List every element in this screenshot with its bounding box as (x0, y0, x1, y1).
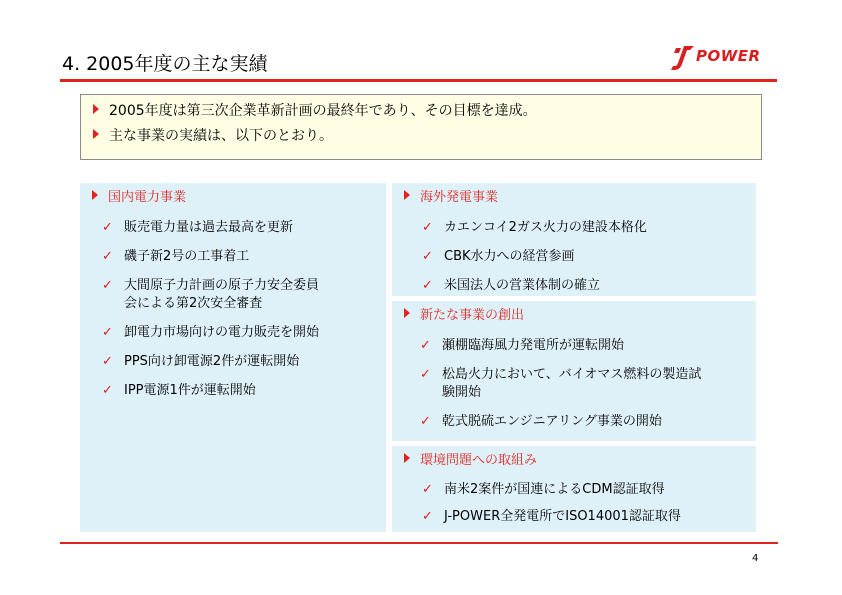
check-icon: ✓ (102, 249, 113, 264)
summary-item: 主な事業の実績は、以下のとおり。 (93, 126, 333, 146)
environment-heading: 環境問題への取組み (404, 452, 537, 470)
triangle-bullet-icon (93, 104, 99, 114)
check-icon: ✓ (422, 220, 433, 235)
triangle-bullet-icon (93, 129, 99, 139)
triangle-bullet-icon (404, 453, 410, 463)
overseas-heading: 海外発電事業 (404, 189, 498, 207)
page-number: 4 (752, 553, 759, 564)
domestic-panel: 国内電力事業 ✓ 販売電力量は過去最高を更新 ✓ 磯子新2号の工事着工 ✓ 大間原子力計画の原子力安全委員 会による第2次安全審査 ✓ 卸電力市場向けの電力販売を開始 ✓ PPS向け卸電源2件が運転開始 ✓ IPP電源1件が運転開始 (80, 183, 386, 532)
title-underline (60, 79, 777, 82)
summary-item: 2005年度は第三次企業革新計画の最終年であり、その目標を達成。 (93, 101, 537, 121)
j-logo-icon (670, 44, 696, 72)
check-icon: ✓ (420, 414, 431, 429)
check-icon: ✓ (420, 367, 431, 382)
check-icon: ✓ (422, 249, 433, 264)
slide-title: 4. 2005年度の主な実績 (62, 53, 268, 75)
check-icon: ✓ (420, 338, 431, 353)
check-icon: ✓ (102, 278, 113, 293)
triangle-bullet-icon (404, 190, 410, 200)
check-icon: ✓ (422, 482, 433, 497)
domestic-heading: 国内電力事業 (92, 189, 186, 207)
check-icon: ✓ (102, 220, 113, 235)
triangle-bullet-icon (92, 190, 98, 200)
check-icon: ✓ (422, 509, 433, 524)
overseas-panel: 海外発電事業 ✓ カエンコイ2ガス火力の建設本格化 ✓ CBK水力への経営参画 ✓ 米国法人の営業体制の確立 (392, 183, 756, 296)
check-icon: ✓ (102, 354, 113, 369)
triangle-bullet-icon (404, 308, 410, 318)
check-icon: ✓ (422, 278, 433, 293)
check-icon: ✓ (102, 383, 113, 398)
jpower-logo (668, 44, 780, 72)
summary-box (80, 94, 762, 160)
new-business-heading: 新たな事業の創出 (404, 307, 524, 325)
environment-panel: 環境問題への取組み ✓ 南米2案件が国連によるCDM認証取得 ✓ J-POWER全発電所でISO14001認証取得 (392, 446, 756, 532)
footer-rule (60, 542, 778, 544)
new-business-panel: 新たな事業の創出 ✓ 瀬棚臨海風力発電所が運転開始 ✓ 松島火力において、バイオマス燃料の製造試 験開始 ✓ 乾式脱硫エンジニアリング事業の開始 (392, 301, 756, 441)
logo-wordmark: POWER (696, 47, 761, 65)
check-icon: ✓ (102, 325, 113, 340)
